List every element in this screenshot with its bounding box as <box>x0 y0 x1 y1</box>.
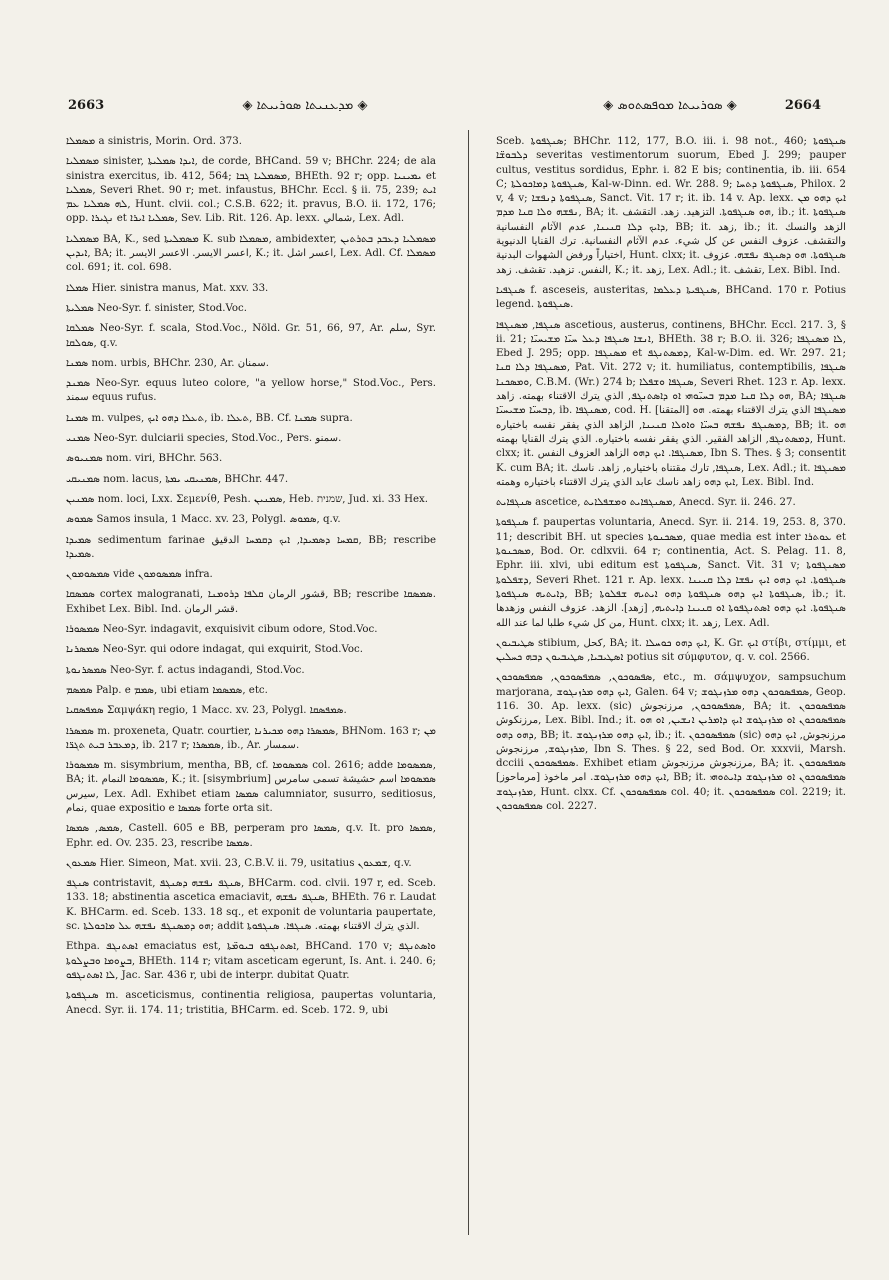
dictionary-entry: ܣܡܣܘܪܐ m. sisymbrium, mentha, BB, cf. ܣܡܣܘܡܐ col. 2616; adde ܣܡܣܘܡܐ, BA; it. ܣܡܣܘܡܐ النمام, K.; it. [sisymbrium] ܣܡܣܘܡܐ اسم حشيشة تسمى سامرس سيرس, Lex. Adl. Exhibet etiam ܣܡܣܐ calumniator, susurro, seditiosus, نمام, quae expositio e ܣܡܣܐ forte orta sit. <box>66 760 437 814</box>
dictionary-entry: ܣܡܢܝܘܣ nom. viri, BHChr. 563. <box>66 453 223 465</box>
dictionary-entry: ܣܢܓܦܐ, ܡܣܢܓܦܐ ascetious, austerus, continens, BHChr. Eccl. 217. 3, § ii. 21; ܐܢܫܐ ܣܢܓܦܐ ܕܥܠ ܚܝ̈ܐ ܡܫܝܚܝ̈ܐ, BHEth. 38 r; B.O. ii. 326; ܠܐ ܡܣܢܓܦܐ, Ebed J. 295; opp. ܡܣܢܓܦܐ et ܕܡܣܬܢܓܦ, Kal-w-Dim. ed. Wr. 297. 21; ܡܣܢܓܦܐ ܕܠܐ ܩܢܐ, Pat. Vit. 272 v; it. humiliatus, contemptibilis, ܣܢܓܦܐ ܘܡܣܟܢܐ, C.B.M. (Wr.) 274 b; ܣܢܓܦܐ ܘܫܦܠܐ, Severi Rhet. 123 r. Ap. lexx. ܗܘ ܕܠܐ ܩܢܐ ܡܕܡ ܒܚܝ̈ܘܗܝ ܐܘ ܕܐܣܬܢܓܦ, الذي يترك الاقتناء بهمته. زاهد, BA; ܣܢܓܦܐ ܕܒܚܝ̈ܐ ܡܫܝܚܝ̈ܐ, ib. ܡܣܢܓܦܐ, cod. H. [المتقنا] ܡܣܢܓܦܐ الذي يترك الاقتناء بهمته. ܗܘ ܕܡܣܢܓܦ ܢܦܫܗ ܒܚܝ̈ܐ ܘܐܘܠܐ ܩܢܝܢܐ, الزاهد الذي يفقر نفسه باختياره, BB; it. ܗܘ ܕܡܣܬܢܓܦ, الزاهد الفقير. الذي يفقر نفسه باختياره. الذي يترك القنايا بهمته, Hunt. clxx; it. ܡܣܢܓܦܐ. ܐܝܟ ܕܗܘ الزاهد العزوف النفس, Ibn S. Thes. § 3; consentit K. cum BA; it. ܣܢܓܦܐ, تارك مقتناه باختياره, زاهد. ناسك, Lex. Adl.; it. ܡܣܢܓܦܐ ܐܝܟ ܕܗܘ زاهد ناسك عابد الذي يترك الاقتناء باختياره وهمته, Lex. Bibl. Ind. <box>496 319 847 488</box>
dictionary-entry: ܣܡܣܪܐ m. proxeneta, Quatr. courtier, ܣܡܣܪܐ ܕܗܘ ܡܟܝܪܢܐ, BHNom. 163 r; ܡܢ ܕܡܥܒܪ ܒܝܬ ܬܓܪ̈ܐ, ib. 217 r; ܣܡܣܪܐ, ib., Ar. سمسار. <box>66 725 437 751</box>
dictionary-entry: ܡܣܡܠܝܐ BA, K., sed ܡܣܡܠܝܬܐ K. sub ܡܣܡܠܐ, ambidexter, ܡܣܡܠܝܐ ܕܥܒܕ ܒܬܪܬܝܢ ܐܝܕܝܢ, BA; it. اعسر الايسر. الاعسر الايسر, K.; it. اعسر اشل, Lex. Adl. Cf. ܡܣܡܠܐ col. 691; it. col. 698. <box>66 233 437 274</box>
dictionary-entry: ܣܡܢܕ Neo-Syr. equus luteo colore, "a yellow horse," Stod.Voc., Pers. سمند equus rufus. <box>66 378 436 404</box>
dictionary-entry: ܣܡܣܩܐ cortex malogranati, قشور الرمان ܩܠܦܐ ܕܪܘܡܢܐ, BB; rescribe ܣܡܣܩܐ. Exhibet Lex. Bibl. Ind. قشر الرمان. <box>66 589 436 615</box>
dictionary-entry: ܣܡܣܪܢܐ Neo-Syr. qui odore indagat, qui exquirit, Stod.Voc. <box>66 644 363 656</box>
dictionary-entry: ܣܡܣܪܢܘܬܐ Neo-Syr. f. actus indagandi, Stod.Voc. <box>66 664 305 676</box>
dictionary-entry: ܣܡܢܐ m. vulpes, ܬܥܠܐ ܕܗܘ ܐܝܟ, ib. ܬܥܠܐ, BB. Cf. ܣܡܢܐ supra. <box>66 412 353 424</box>
page-number-right: 2664 <box>784 98 821 113</box>
page-header <box>0 98 889 118</box>
dictionary-entry: ܣܢܓܦܐܝܬ ascetice, ܡܣܢܓܦܐܝܬ ܘܡܫܦܠܐܝܬ, Anecd. Syr. ii. 246. 27. <box>496 497 796 509</box>
running-title-right: ◈ ܣܘܪܝܝܬܐ ܡܘܦܣܬܘܣ ◈ <box>603 98 737 113</box>
dictionary-entry: ܣܢܓܦܘܬܐ f. paupertas voluntaria, Anecd. Syr. ii. 214. 19, 253. 8, 370. 11; describit BH. ut species ܡܣܟܢܘܬܐ, quae media est inter ܥܘܬܪܐ et ܡܣܟܢܘܬܐ, Bod. Or. cdlxvii. 64 r; continentia, Act. S. Pelag. 11. 8, Ephr. iii. xlvi, ubi editum est ܣܢܓܦܘܬܐ, Sanct. Vit. 31 v; ܡܣܢܓܦܘܬܐ ܕܫܦܠܘܬܐ, Severi Rhet. 121 r. Ap. lexx. ܣܢܓܦܘܬܐ. ܐܝܟ ܕܗܘ ܐܝܟ ܢܦܫܐ ܕܠܐ ܩܢܝܢܐ ܕܐܝܬܝܗ ܣܢܓܦܘܬܐ, BB; ܣܢܓܦܘܬܐ ܐܝܟ ܕܗܘ ܣܢܓܦܘܬܐ ܕܗܘ ܐܝܬܝܗ ܫܦܠܘܬܐ, ib.; it. ܣܢܓܦܘܬܐ. ܐܝܟ ܕܗܘ ܐܣܬܢܓܦܘܬܐ ܐܘ ܩܢܝܢܐ ܕܐܝܬܝܗ, [زهد]. الزهد. عزوف النفس وزهدها من كل شيء طلبا لما عند الله, Hunt. clxx; it. زهد, Lex. Adl. <box>496 517 847 629</box>
dictionary-entry: ܡܣܡܠܐ a sinistris, Morin. Ord. 373. <box>66 136 242 147</box>
dictionary-entry: ܣܡܘܣ Samos insula, 1 Macc. xv. 23, Polygl. ܣܡܘܣ, q.v. <box>66 514 341 526</box>
dictionary-entry: ܣܡܢܝ Neo-Syr. dulciarii species, Stod.Voc., Pers. سمنو. <box>66 433 342 445</box>
dictionary-entry: ܣܡܦܣܩܝܐ Σαμψάκη regio, 1 Macc. xv. 23, Polygl. ܣܡܦܣܩܐ. <box>66 705 347 717</box>
dictionary-entry: Sceb. ܣܢܓܦܘܬܐ; BHChr. 112, 177, B.O. iii. i. 98 not., 460; ܣܢܓܦܘܬܐ ܕܠܒܘܫ̈ܐ severitas vestimentorum suorum, Ebed J. 299; pauper cultus, vestitus sordidus, Ephr. i. 82 E bis; continentia, ib. iii. 654 C; ܣܢܓܦܘܬܐ ܕܡܐܟܘܠܬܐ, Kal-w-Dinn. ed. Wr. 288. 9; ܣܢܓܦܘܬܐ ܕܬܚܐ, Philox. 2 v, 4 v; ܣܢܓܦܘܬܐ ܕܢܦܫܐ, Sanct. Vit. 17 r; it. ib. 14 v. Ap. lexx. ܐܝܟ ܕܗܘ ܡܢ ܢܦܫܗ ܘܠܐ ܩܢܐ ܡܕܡ, BA; it. ܗܘ ܣܢܓܦܘܬܐ. التزهيد. زهد. التقشف, ib.; it. ܣܢܓܦܘܬܐ ܕܐܝܟ ܕܠܐ ܩܢܝܢܐ, عدم الآثام النفسانية, BB; it. زهد, ib.; it. الزهد والنسك والتقشف. عزوف النفس عن كل شيء. عدم الآثام النفسانية. ترك القنايا الدنيوية اختياراً ورفض الشهوات البدنية, Hunt. clxx; it. ܣܢܓܦܘܬܐ. ܗܘ ܕܣܢܓܦ ܢܦܫܗ. عزوف النفس. تزهيد. تقشف. زهد, K.; it. زهد, Lex. Adl.; it. تقشف, Lex. Bibl. Ind. <box>496 136 847 276</box>
dictionary-entry: ܣܡܣܘܡܘܢ vide ܣܡܣܘܡܘܢ infra. <box>66 569 213 581</box>
dictionary-entry: ܣܡܣܡ Palp. e ܣܡܡ, ubi etiam ܣܡܣܡܐ, etc. <box>66 684 268 696</box>
dictionary-entry: ܣܡܠܐ Hier. sinistra manus, Mat. xxv. 33. <box>66 282 269 294</box>
dictionary-entry: ܣܡܥܘܢ Hier. Simeon, Mat. xvii. 23, C.B.V. ii. 79, usitatius ܫܡܥܘܢ, q.v. <box>66 857 412 869</box>
dictionary-entry: ܡܣܡܠܝܐ sinister, ܐܝܕܐ ܣܡܠܝܬܐ, de corde, BHCand. 59 v; BHChr. 224; de ala sinistra exercitus, ib. 412, 564; ܡܣܡܠܝܐ ܓܒܐ, BHEth. 92 r; opp. ܝܡܝܢܝܐ et ܣܡܠܝܐ, Severi Rhet. 90 r; met. infaustus, BHChr. Eccl. § ii. 75, 239; ܐܝܬ ܠܗ ܣܡܠܝܐ ܥܡ, Hunt. clvii. col.; C.S.B. 622; it. pravus, B.O. ii. 172, 176; opp. ܢܓܝܪܐ et ܣܡܠܝܐ ܐܝܪܐ, Sev. Lib. Rit. 126. Ap. lexx. شمالي, Lex. Adl. <box>66 156 436 225</box>
left-column <box>66 135 436 1024</box>
dictionary-entry: ܣܛܝܒܝܘܢ stibium, كحل, BA; it. ܐܝܟ ܕܗܘ ܟܘܚܠܐ, K. Gr. ܐܝܟ στίβι, στίμμι, et ܐܣܛܝܒܝܐ, ܣܛܝܒܝܘܢ ܕܒܗ ܟܚܠܝܢ potius sit σύμφυτον, q. v. col. 2566. <box>496 637 847 664</box>
dictionary-entry: ܣܡܣ, ܣܡܣܐ, Castell. 605 e BB, perperam pro ܣܡܣܐ, q.v. It. pro ܣܡܣܐ, Ephr. ed. Ov. 235. 23, rescribe ܣܡܣܐ. <box>66 823 436 849</box>
dictionary-entry: ܣܡܢܐ nom. urbis, BHChr. 230, Ar. سمنان. <box>66 357 270 369</box>
dictionary-entry: ܣܢܓܦܝܐ f. asceseis, austeritas, ܣܢܓܦܝܬܐ ܕܥܠܡܐ, BHCand. 170 r. Potius legend. ܣܢܓܦܘܬܐ. <box>496 284 846 311</box>
dictionary-entry: ܣܢܓܦ contristavit, ܣܢܓܦ ܢܦܫܗ ܕܣܢܓܦ, BHCarm. cod. clvii. 197 r, ed. Sceb. 133. 18; abstinentia ascetica emaciavit, ܣܢܓܦ ܢܦܫܗ, BHEth. 76 r. Laudat K. BHCarm. ed. Sceb. 133. 18 sq., et exponit de voluntaria paupertate, sc. ܗܘ ܕܡܣܢܓܦ ܢܦܫܗ ܥܠ ܡܐܟܘܠܬܐ; addit الذي يترك الاقتناء بهمته. ܣܢܓܦܐ. ܣܢܓܦܘܬܐ. <box>66 878 436 933</box>
dictionary-entry: Ethpa. ܐܣܬܢܓܦ emaciatus est, ܐܣܬܢܓܦܘ ܒܝܘܡ̈ܬܐ, BHCand. 170 v; ܘܐܣܬܢܓܦ ܒܨܘܡܐ ܘܒܨܠܘܬܐ, BHEth. 114 r; vitam asceticam egerunt, Is. Ant. i. 240. 6; ܠܐ ܐܣܬܢܓܦܘ, Jac. Sar. 436 r, ubi de interpr. dubitat Quatr. <box>66 941 436 981</box>
dictionary-entry: ܣܡܣܘܪܐ Neo-Syr. indagavit, exquisivit cibum odore, Stod.Voc. <box>66 624 378 636</box>
dictionary-entry: ܣܢܓܦܘܬܐ m. asceticismus, continentia religiosa, paupertas voluntaria, Anecd. Syr. ii. 174. 11; tristitia, BHCarm. ed. Sceb. 172. 9, ubi <box>66 990 436 1016</box>
dictionary-entry: ܣܦܣܘܟܘܢ, ܣܡܦܣܘܟܘܢ, ܣܡܦܣܘܟܘܢ, etc., m. σάμψυχον, sampsuchum marjorana, ܐܝܟ ܕܗܘ ܡܪܙܢܓܘܫ, Galen. 64 v; ܣܡܦܣܘܟܘܢ ܕܗܘ ܡܪܙܢܓܘܫ, Geop. 116. 30. Ap. lexx. (sic) ܣܡܦܣܘܟܘܢ, مرزنجوش, BA; it. ܣܡܦܣܘܟܘܢ مرزنكوش, Lex. Bibl. Ind.; it. ܣܡܦܣܘܟܘܢ ܐܘ ܡܪܙܢܓܘܫ ܐܝܟ ܕܐܡܪܝܢ ܐܢܫܝܢ, ܐܘ ܗܘ ܕܗܘ ܕܗܘ, BB; it. ܐܝܟ ܕܗܘ ܡܪܙܢܓܘܫ, ib.; it. ܣܡܦܣܘܟܘܢ (sic) مرزنجوش, ܐܝܟ ܕܗܘ ܡܪܙܢܓܘܫ, مرزنجوش, Ibn S. Thes. § 22, sed Bod. Or. xxxvii, Marsh. dcciii ܣܡܦܣܘܟܘܢ. Exhibet etiam مرزنجوش مرزنجوش, BA; it. ܣܡܦܣܘܟܘܢ ܐܝܟ ܕܗܘ ܡܪܙܢܓܘܫ. امر ماخوذ [مرماحوز], BB; it. ܣܡܦܣܘܟܘܢ ܐܘ ܡܪܙܢܓܘܫ ܕܐܝܬܘܗܝ ܡܪܙܢܓܘܫ, Hunt. clxx. Cf. ܣܡܦܣܘܟܘܢ col. 40; it. ܣܡܦܣܘܟܘܢ col. 2219; it. ܣܡܦܣܘܟܘܢ col. 2227. <box>496 672 847 813</box>
dictionary-entry: ܣܡܢܝܩܝ nom. lacus, ܣܡܢܝܩܝ ܝܡܬܐ, BHChr. 447. <box>66 473 289 485</box>
right-column <box>496 135 846 820</box>
page-number-left: 2663 <box>68 98 105 113</box>
running-title-left: ◈ ܡܕܥܢܝܬܐ ܣܘܪܝܝܬܐ ◈ <box>242 98 368 113</box>
dictionary-entry: ܣܡܠܩܐ Neo-Syr. f. scala, Stod.Voc., Nöld. Gr. 51, 66, 97, Ar. سلم, Syr. ܣܘܠܩܐ, q.v. <box>66 323 436 349</box>
dictionary-entry: ܣܡܠܝܬܐ Neo-Syr. f. sinister, Stod.Voc. <box>66 302 247 314</box>
dictionary-entry: ܣܡܝܕܐ sedimentum farinae ܩܡܚܐ ܕܣܡܝܕܐ, ܐܝܟ ܕܩܡܚܐ الدقيق, BB; rescribe ܣܡܝܕܐ. <box>66 534 437 560</box>
column-divider <box>468 130 469 1235</box>
dictionary-entry: ܣܡܢܝܢ nom. loci, Lxx. Σεμενίθ, Pesh. ܣܡܢܝܢ, Heb. שמנית, Jud. xi. 33 Hex. <box>66 493 428 505</box>
